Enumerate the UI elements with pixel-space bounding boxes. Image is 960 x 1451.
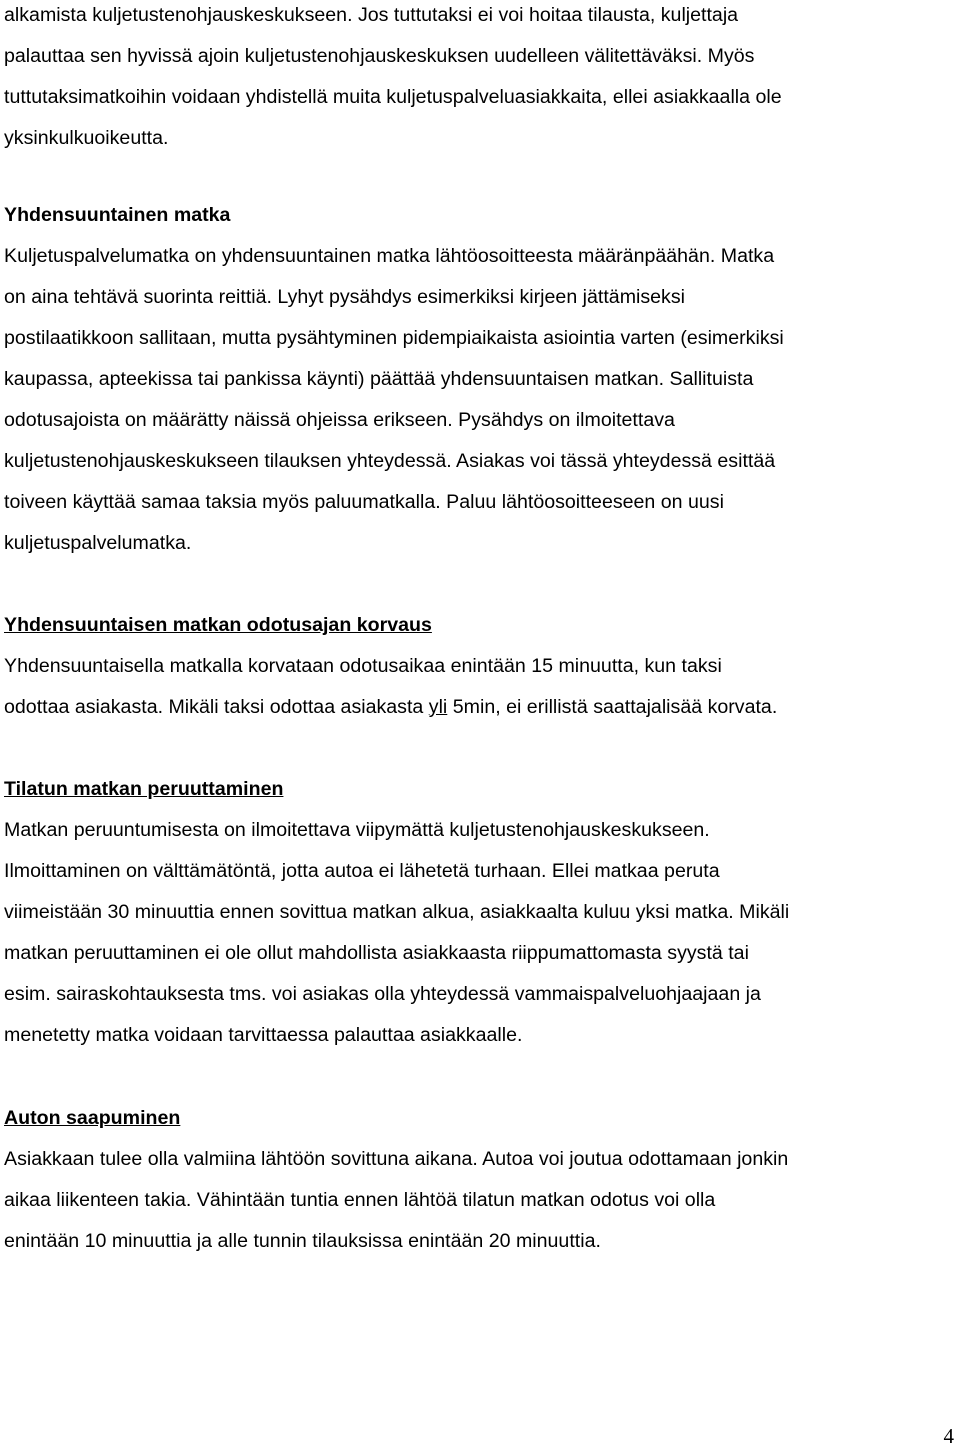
text-line: kaupassa, apteekissa tai pankissa käynti) päättää yhdensuuntaisen matkan. Sallituista <box>4 368 754 390</box>
underlined-word: yli <box>428 696 448 718</box>
section-heading: Yhdensuuntaisen matkan odotusajan korvaus <box>4 614 432 636</box>
section-trip-cancellation <box>4 769 789 1056</box>
text-line: toiveen käyttää samaa taksia myös paluumatkalla. Paluu lähtöosoitteeseen on uusi <box>4 491 724 513</box>
section-paragraph <box>4 646 777 728</box>
text-line: postilaatikkoon sallitaan, mutta pysähtyminen pidempiaikaista asiointia varten (esimerkiksi <box>4 327 784 349</box>
text-line: esim. sairaskohtauksesta tms. voi asiakas olla yhteydessä vammaispalveluohjaajaan ja <box>4 983 761 1005</box>
text-line: kuljetuspalvelumatka. <box>4 532 192 554</box>
intro-paragraph <box>4 0 782 159</box>
text-line: kuljetustenohjauskeskukseen tilauksen yhteydessä. Asiakas voi tässä yhteydessä esittää <box>4 450 776 472</box>
text-line: enintään 10 minuuttia ja alle tunnin tilauksissa enintään 20 minuuttia. <box>4 1230 601 1252</box>
section-heading: Auton saapuminen <box>4 1107 181 1129</box>
text-line: Asiakkaan tulee olla valmiina lähtöön sovittuna aikana. Autoa voi joutua odottamaan jonkin <box>4 1148 789 1170</box>
section-heading: Yhdensuuntainen matka <box>4 204 231 226</box>
text-line: alkamista kuljetustenohjauskeskukseen. Jos tuttutaksi ei voi hoitaa tilausta, kuljettaja <box>4 4 739 26</box>
text-line: tuttutaksimatkoihin voidaan yhdistellä muita kuljetuspalveluasiakkaita, ellei asiakkaalla ole <box>4 86 782 108</box>
text-line: aikaa liikenteen takia. Vähintään tuntia ennen lähtöä tilatun matkan odotus voi olla <box>4 1189 716 1211</box>
text-segment: odottaa asiakasta. Mikäli taksi odottaa asiakasta <box>4 696 429 718</box>
text-line: menetetty matka voidaan tarvittaessa palauttaa asiakkaalle. <box>4 1024 523 1046</box>
text-line <box>4 687 777 728</box>
text-line: Kuljetuspalvelumatka on yhdensuuntainen matka lähtöosoitteesta määränpäähän. Matka <box>4 245 775 267</box>
text-line: Matkan peruuntumisesta on ilmoitettava viipymättä kuljetustenohjauskeskukseen. <box>4 819 710 841</box>
text-line: viimeistään 30 minuuttia ennen sovittua matkan alkua, asiakkaalta kuluu yksi matka. Mikäli <box>4 901 790 923</box>
text-line: yksinkulkuoikeutta. <box>4 127 169 149</box>
section-heading: Tilatun matkan peruuttaminen <box>4 778 284 800</box>
section-paragraph <box>4 1139 788 1262</box>
text-line: palauttaa sen hyvissä ajoin kuljetustenohjauskeskuksen uudelleen välitettäväksi. Myös <box>4 45 755 67</box>
text-line: Yhdensuuntaisella matkalla korvataan odotusaikaa enintään 15 minuutta, kun taksi <box>4 655 722 677</box>
text-line: on aina tehtävä suorinta reittiä. Lyhyt pysähdys esimerkiksi kirjeen jättämiseksi <box>4 286 686 308</box>
text-line: Ilmoittaminen on välttämätöntä, jotta autoa ei lähetetä turhaan. Ellei matkaa peruta <box>4 860 720 882</box>
page-number: 4 <box>943 1424 954 1448</box>
section-one-way-trip <box>4 195 784 564</box>
text-segment: 5min, ei erillistä saattajalisää korvata. <box>447 696 778 718</box>
section-waiting-time-compensation <box>4 605 777 728</box>
section-car-arrival <box>4 1098 788 1262</box>
section-paragraph <box>4 236 784 564</box>
text-line: matkan peruuttaminen ei ole ollut mahdollista asiakkaasta riippumattomasta syystä tai <box>4 942 749 964</box>
section-paragraph <box>4 810 789 1056</box>
text-line: odotusajoista on määrätty näissä ohjeissa erikseen. Pysähdys on ilmoitettava <box>4 409 675 431</box>
